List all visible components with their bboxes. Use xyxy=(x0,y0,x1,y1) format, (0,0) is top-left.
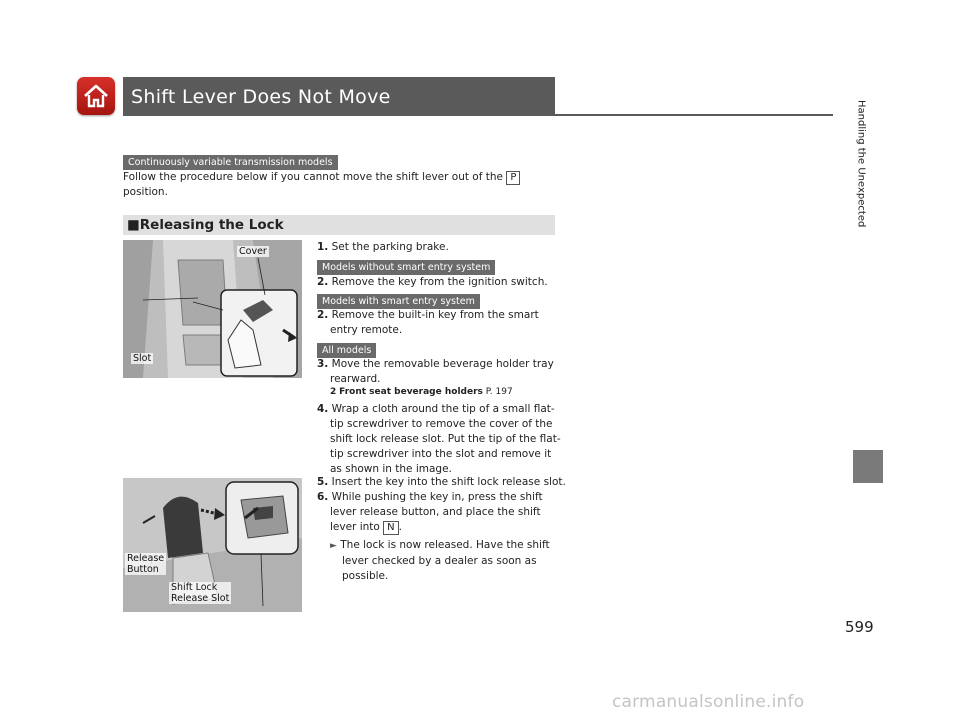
step-2a-text: Remove the key from the ignition switch. xyxy=(331,276,548,288)
house-glyph xyxy=(77,77,115,115)
watermark: carmanualsonline.info xyxy=(612,692,805,712)
step-1-number: 1. xyxy=(317,241,329,253)
step-6-line3-before: lever into xyxy=(330,521,384,533)
section-title xyxy=(127,217,284,233)
reference-title: Front seat beverage holders xyxy=(339,387,483,397)
title-rule xyxy=(123,114,833,116)
beverage-holder-reference[interactable] xyxy=(330,387,513,397)
no-smart-entry-tag: Models without smart entry system xyxy=(317,260,495,275)
step-2b xyxy=(317,308,539,338)
step-4-line5: as shown in the image. xyxy=(330,463,452,475)
page-title: Shift Lever Does Not Move xyxy=(131,86,391,108)
step-4-number: 4. xyxy=(317,403,329,415)
step-5 xyxy=(317,475,566,490)
slot-label: Slot xyxy=(133,353,152,364)
release-button-label xyxy=(125,553,166,575)
release-button-label-line1: Release xyxy=(127,553,165,564)
reference-page: P. 197 xyxy=(485,387,513,397)
step-4-line1: Wrap a cloth around the tip of a small flat- xyxy=(331,403,555,415)
step-6-line1: While pushing the key in, press the shift xyxy=(331,491,543,503)
result-line1: The lock is now released. Have the shift xyxy=(340,539,550,551)
shift-lock-slot-label xyxy=(169,582,231,604)
side-tab-marker xyxy=(853,450,883,483)
side-tab[interactable] xyxy=(853,100,869,460)
step-2b-number: 2. xyxy=(317,309,329,321)
step-1 xyxy=(317,240,449,255)
step-4-line3: shift lock release slot. Put the tip of the flat- xyxy=(330,433,561,445)
intro-text xyxy=(123,170,543,200)
shift-lock-slot-label-line2: Release Slot xyxy=(171,593,230,604)
step-3-number: 3. xyxy=(317,358,329,370)
section-marker: ■ xyxy=(127,217,140,233)
step-2b-text-line1: Remove the built-in key from the smart xyxy=(331,309,539,321)
step-6-number: 6. xyxy=(317,491,329,503)
smart-entry-tag: Models with smart entry system xyxy=(317,294,480,309)
home-icon[interactable] xyxy=(77,77,115,115)
park-key-symbol: P xyxy=(506,171,520,185)
cvt-models-tag: Continuously variable transmission models xyxy=(123,155,338,170)
reference-icon: 2 xyxy=(330,387,337,397)
shift-lock-slot-label-line1: Shift Lock xyxy=(171,582,218,593)
step-2b-text-line2: entry remote. xyxy=(330,324,403,336)
result-marker-icon: ► xyxy=(330,541,337,551)
step-2a-number: 2. xyxy=(317,276,329,288)
result-note xyxy=(330,538,550,584)
step-3-text-line2: rearward. xyxy=(330,373,381,385)
step-6-line3-after: . xyxy=(398,521,402,533)
step-6 xyxy=(317,490,543,535)
step-4-line2: tip screwdriver to remove the cover of the xyxy=(330,418,553,430)
all-models-tag: All models xyxy=(317,343,376,358)
step-4-line4: tip screwdriver into the slot and remove it xyxy=(330,448,552,460)
cover-label: Cover xyxy=(239,246,267,257)
step-3-text-line1: Move the removable beverage holder tray xyxy=(331,358,554,370)
step-2a xyxy=(317,275,548,290)
step-4 xyxy=(317,402,561,477)
step-5-number: 5. xyxy=(317,476,329,488)
step-5-text: Insert the key into the shift lock release slot. xyxy=(331,476,566,488)
section-title-text: Releasing the Lock xyxy=(139,217,284,233)
intro-text-part1: Follow the procedure below if you cannot move the shift lever out of the xyxy=(123,171,507,183)
release-button-label-line2: Button xyxy=(127,564,159,575)
intro-text-part2: position. xyxy=(123,186,168,198)
result-line3: possible. xyxy=(342,570,389,582)
result-line2: lever checked by a dealer as soon as xyxy=(342,555,537,567)
step-6-line2: lever release button, and place the shift xyxy=(330,506,541,518)
step-3 xyxy=(317,357,554,387)
page-number: 599 xyxy=(845,618,874,636)
neutral-key-symbol: N xyxy=(383,521,398,535)
step-1-text: Set the parking brake. xyxy=(331,241,449,253)
side-tab-label: Handling the Unexpected xyxy=(855,100,867,228)
